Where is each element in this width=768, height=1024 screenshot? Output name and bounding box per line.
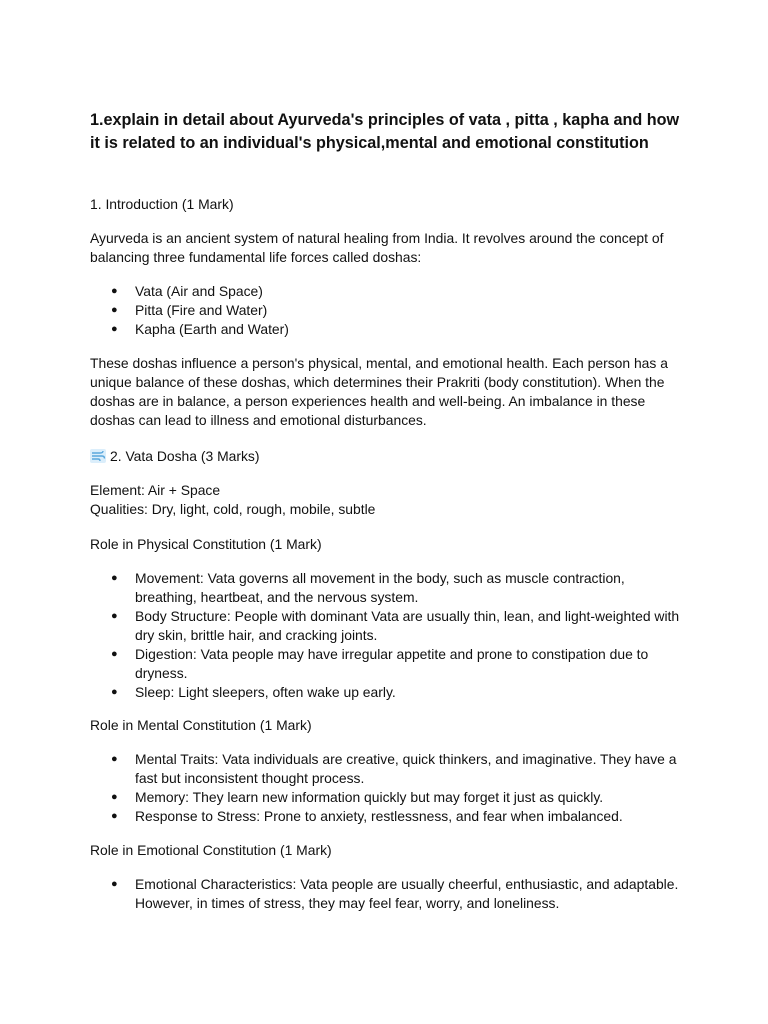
bullet-icon: ● bbox=[111, 610, 118, 622]
vata-heading: 2. Vata Dosha (3 Marks) bbox=[90, 447, 260, 466]
list-item: ● Digestion: Vata people may have irregular appetite and prone to constipation due to dryness. bbox=[111, 646, 649, 681]
emotional-list bbox=[90, 875, 690, 913]
bullet-icon: ● bbox=[111, 878, 118, 890]
vata-qualities: Qualities: Dry, light, cold, rough, mobile, subtle bbox=[90, 501, 376, 517]
bullet-icon: ● bbox=[111, 304, 118, 316]
bullet-icon: ● bbox=[111, 323, 118, 335]
bullet-icon: ● bbox=[111, 285, 118, 297]
intro-paragraph-line: Ayurveda is an ancient system of natural healing from India. It revolves around the concept of bbox=[90, 230, 664, 246]
list-item: ● Memory: They learn new information quickly but may forget it just as quickly. bbox=[111, 789, 604, 805]
list-item: ● Mental Traits: Vata individuals are creative, quick thinkers, and imaginative. They have a fast but inconsistent thought process. bbox=[111, 751, 677, 786]
intro-paragraph-line: balancing three fundamental life forces called doshas: bbox=[90, 249, 422, 265]
wind-face-icon bbox=[90, 449, 106, 463]
vata-element: Element: Air + Space bbox=[90, 482, 221, 498]
list-item: ● Body Structure: People with dominant Vata are usually thin, lean, and light-weighted with dry skin, brittle hair, and cracking joints. bbox=[111, 608, 680, 643]
physical-list bbox=[90, 569, 690, 702]
emotional-heading: Role in Emotional Constitution (1 Mark) bbox=[90, 842, 332, 858]
bullet-icon: ● bbox=[111, 753, 118, 765]
intro-heading: 1. Introduction (1 Mark) bbox=[90, 196, 234, 212]
bullet-icon: ● bbox=[111, 648, 118, 660]
list-item: ● Response to Stress: Prone to anxiety, restlessness, and fear when imbalanced. bbox=[111, 808, 623, 824]
intro-paragraph-2-line: These doshas influence a person's physical, mental, and emotional health. Each person has a bbox=[90, 355, 668, 371]
list-item: ● Movement: Vata governs all movement in the body, such as muscle contraction, breathing, heartbeat, and the nervous system. bbox=[111, 570, 625, 605]
list-item: ● Vata (Air and Space) bbox=[111, 283, 263, 299]
bullet-icon: ● bbox=[111, 810, 118, 822]
page-title: 1.explain in detail about Ayurveda's principles of vata , pitta , kapha and how it is related to an individual's physical,mental and emotional constitution bbox=[90, 111, 680, 152]
list-item: ● Kapha (Earth and Water) bbox=[111, 321, 289, 337]
mental-list bbox=[90, 750, 690, 826]
intro-paragraph-2-line: doshas are in balance, a person experiences health and well-being. An imbalance in these bbox=[90, 393, 646, 409]
list-item: ● Sleep: Light sleepers, often wake up early. bbox=[111, 684, 396, 700]
intro-paragraph-2-line: unique balance of these doshas, which determines their Prakriti (body constitution). When the bbox=[90, 374, 665, 390]
physical-heading: Role in Physical Constitution (1 Mark) bbox=[90, 536, 322, 552]
intro-paragraph-2-line: doshas can lead to illness and emotional disturbances. bbox=[90, 412, 427, 428]
bullet-icon: ● bbox=[111, 686, 118, 698]
bullet-icon: ● bbox=[111, 572, 118, 584]
bullet-icon: ● bbox=[111, 791, 118, 803]
mental-heading: Role in Mental Constitution (1 Mark) bbox=[90, 717, 312, 733]
list-item: ● Emotional Characteristics: Vata people are usually cheerful, enthusiastic, and adaptable. However, in times of stress, they may feel fear, worry, and loneliness. bbox=[111, 876, 679, 911]
doshas-list bbox=[90, 282, 690, 339]
list-item: ● Pitta (Fire and Water) bbox=[111, 302, 268, 318]
